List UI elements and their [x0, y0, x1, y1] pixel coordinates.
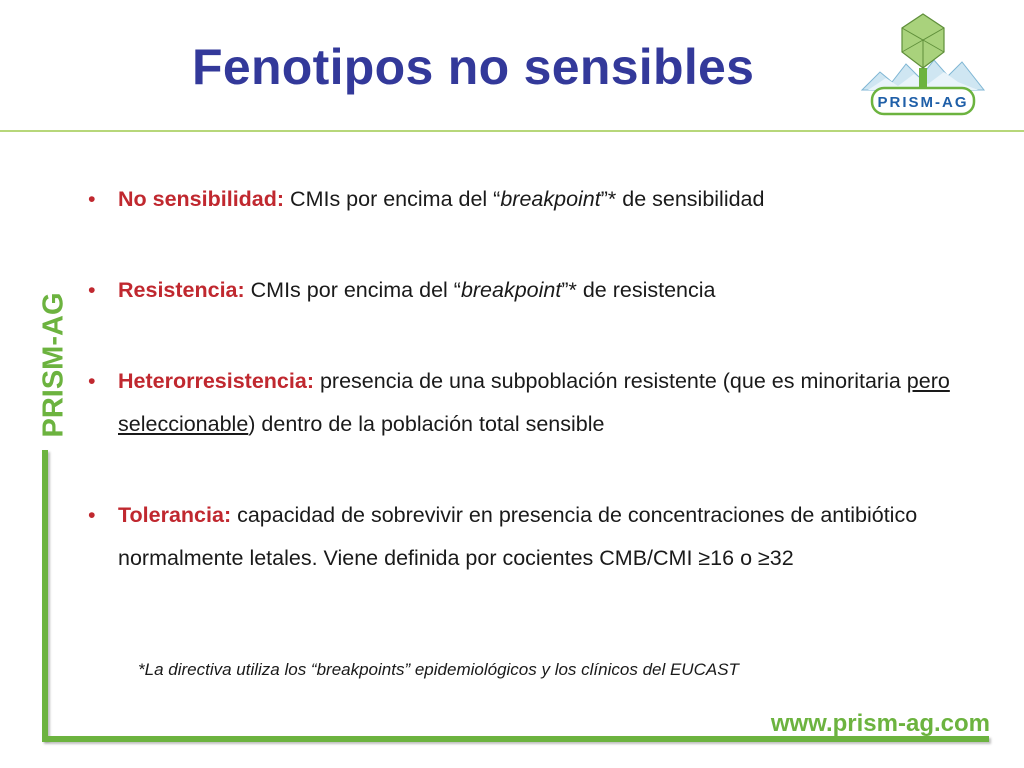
- bullet-heterorresistencia: • Heterorresistencia: presencia de una subpoblación resistente (que es minoritaria pero seleccionable) dentro de la población total sensible: [84, 360, 964, 446]
- underlined-phrase: pero seleccionable: [118, 369, 950, 436]
- bullet-no-sensibilidad: • No sensibilidad: CMIs por encima del “breakpoint”* de sensibilidad: [84, 178, 964, 221]
- prism-ag-logo: [858, 12, 988, 122]
- bullet-resistencia: • Resistencia: CMIs por encima del “breakpoint”* de resistencia: [84, 269, 964, 312]
- bullet-term: Tolerancia:: [118, 503, 232, 527]
- bullet-dot: •: [88, 503, 96, 527]
- slide-title: Fenotipos no sensibles: [192, 39, 755, 95]
- footnote: *La directiva utiliza los “breakpoints” epidemiológicos y los clínicos del EUCAST: [138, 660, 739, 679]
- bullet-dot: •: [88, 369, 96, 393]
- frame-vertical-bar: [42, 450, 48, 740]
- bullet-term: No sensibilidad:: [118, 187, 285, 211]
- bullet-term: Heterorresistencia:: [118, 369, 314, 393]
- title-divider: [0, 130, 1024, 132]
- website-url[interactable]: www.prism-ag.com: [770, 710, 990, 737]
- bullet-dot: •: [88, 278, 96, 302]
- bullet-term: Resistencia:: [118, 278, 245, 302]
- svg-text:PRISM-AG: PRISM-AG: [877, 94, 969, 111]
- bullet-list: [84, 178, 964, 580]
- bullet-dot: •: [88, 187, 96, 211]
- side-brand-label: PRISM-AG: [37, 292, 70, 438]
- bullet-tolerancia: • Tolerancia: capacidad de sobrevivir en presencia de concentraciones de antibiótico normalmente letales. Viene definida por cocientes CMB/CMI ≥16 o ≥32: [84, 494, 964, 580]
